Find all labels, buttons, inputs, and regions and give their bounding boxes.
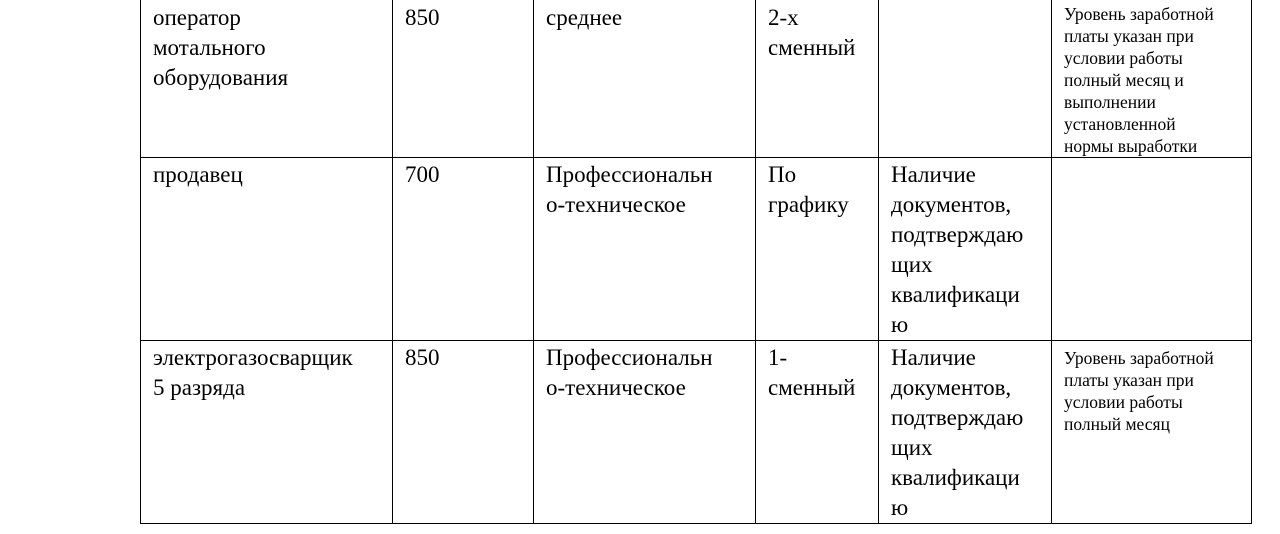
profession-cell: продавец [141, 158, 393, 341]
profession-cell: оператор мотального оборудования [141, 0, 393, 158]
requirements-cell: Наличие документов, подтверждаю щих квалификаци ю [879, 341, 1052, 524]
education-cell: среднее [534, 0, 756, 158]
requirements-cell: Наличие документов, подтверждаю щих квалификаци ю [879, 158, 1052, 341]
profession-cell: электрогазосварщик 5 разряда [141, 341, 393, 524]
note-cell: Уровень заработной платы указан при условии работы полный месяц [1052, 341, 1252, 524]
note-cell [1052, 158, 1252, 341]
table-row [141, 341, 1252, 524]
salary-cell: 700 [393, 158, 534, 341]
vacancy-table [140, 0, 1252, 524]
vacancy-table-container [140, 0, 1251, 524]
salary-cell: 850 [393, 0, 534, 158]
schedule-cell: 2-х сменный [756, 0, 879, 158]
education-cell: Профессиональн о-техническое [534, 341, 756, 524]
table-row [141, 158, 1252, 341]
schedule-cell: По графику [756, 158, 879, 341]
note-cell: Уровень заработной платы указан при условии работы полный месяц и выполнении установленной нормы выработки [1052, 0, 1252, 158]
schedule-cell: 1- сменный [756, 341, 879, 524]
requirements-cell [879, 0, 1052, 158]
salary-cell: 850 [393, 341, 534, 524]
education-cell: Профессиональн о-техническое [534, 158, 756, 341]
table-row [141, 0, 1252, 158]
